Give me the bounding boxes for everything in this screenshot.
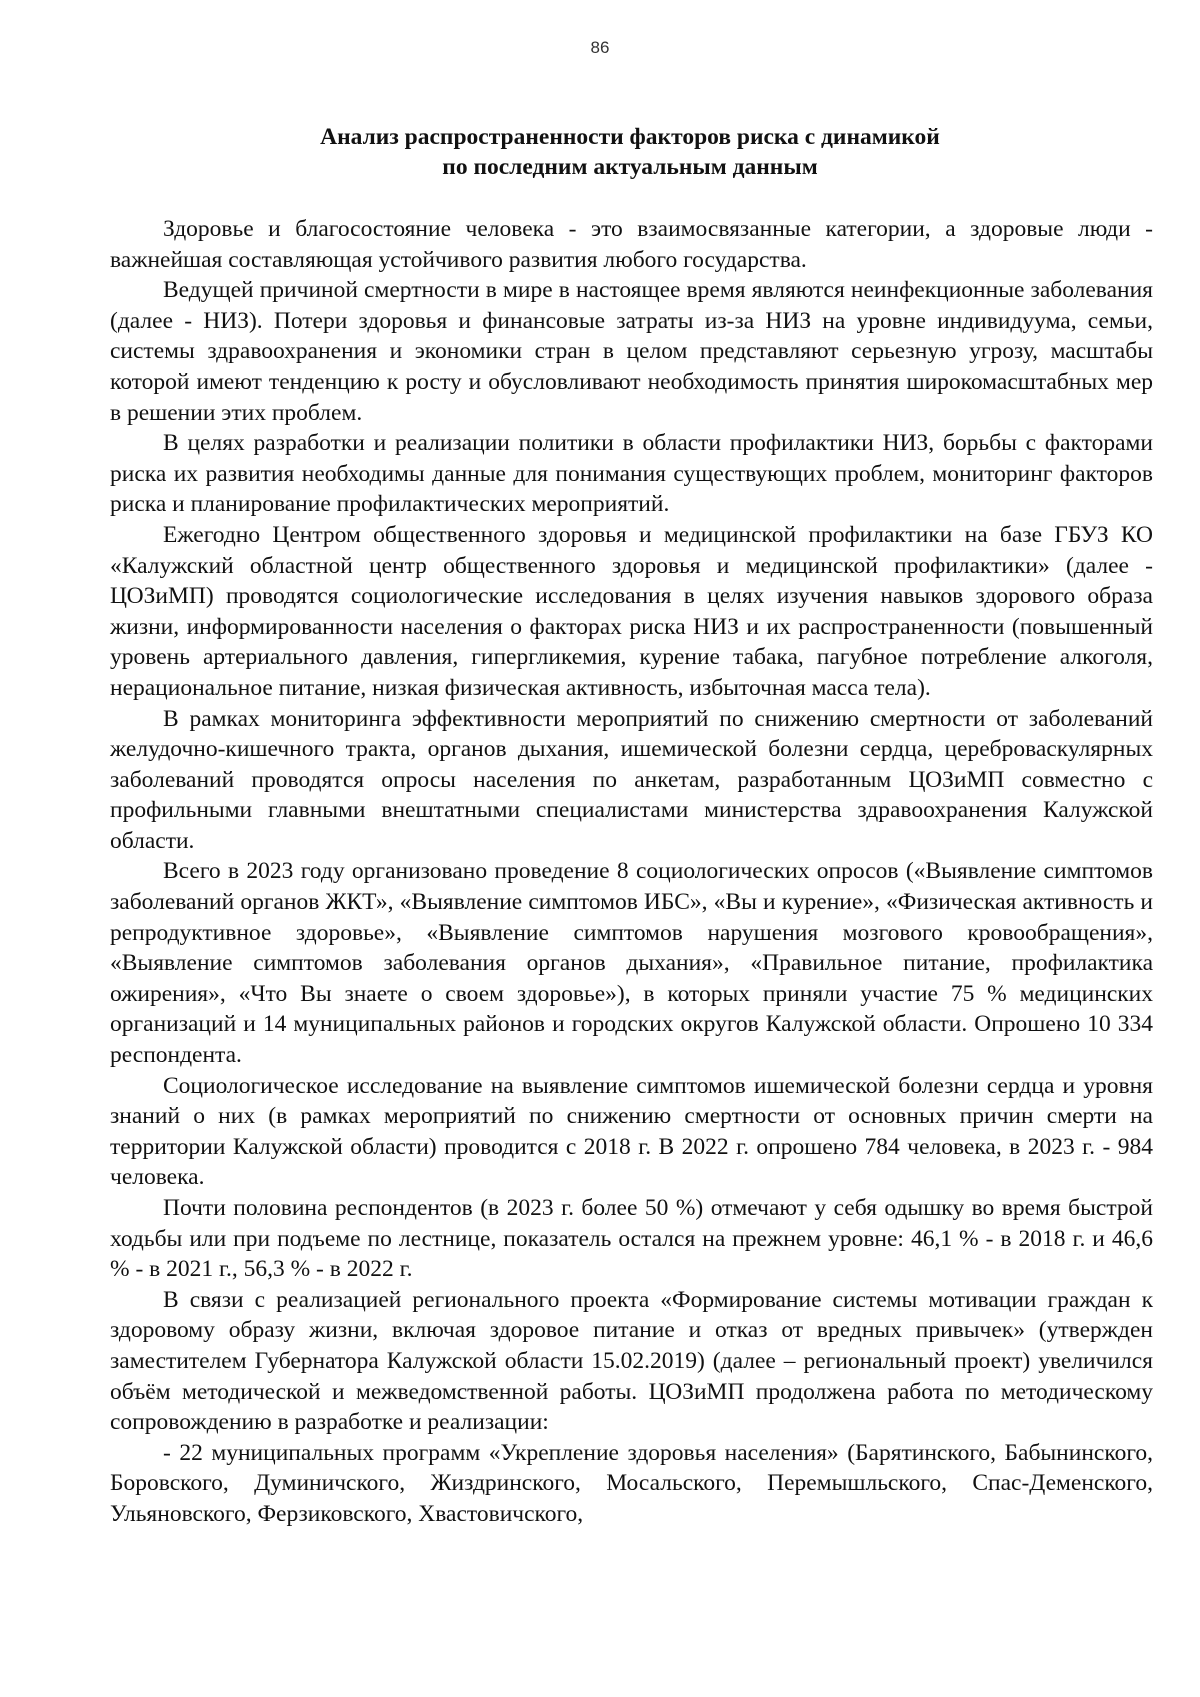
paragraph-1: Здоровье и благосостояние человека - это взаимосвязанные категории, а здоровые люди - важнейшая составляющая устойчивого развития любого государства. bbox=[110, 216, 1153, 273]
page-title-line-1: Анализ распространенности факторов риска с динамикой bbox=[320, 124, 940, 150]
paragraph-8: Почти половина респондентов (в 2023 г. более 50 %) отмечают у себя одышку во время быстрой ходьбы или при подъеме по лестнице, показатель остался на прежнем уровне: 46,1 % - в 2018 г. и 46,6 % - в 2021 г., 56,3 % - в 2022 г. bbox=[110, 1195, 1153, 1283]
paragraph-9: В связи с реализацией регионального проекта «Формирование системы мотивации граждан к здоровому образу жизни, включая здоровое питание и отказ от вредных привычек» (утвержден заместителем Губернатора Калужской области 15.02.2019) (далее – региональный проект) увеличился объём методической и межведомственной работы. ЦОЗиМП продолжена работа по методическому сопровождению в разработке и реализации: bbox=[110, 1286, 1153, 1436]
page-number: 86 bbox=[590, 38, 610, 57]
document-body bbox=[110, 214, 1153, 1530]
paragraph-2: Ведущей причиной смертности в мире в настоящее время являются неинфекционные заболевания (далее - НИЗ). Потери здоровья и финансовые затраты из-за НИЗ на уровне индивидуума, семьи, системы здравоохранения и экономики стран в целом представляют серьезную угрозу, масштабы которой имеют тенденцию к росту и обусловливают необходимость принятия широкомасштабных мер в решении этих проблем. bbox=[110, 277, 1153, 426]
paragraph-7: Социологическое исследование на выявление симптомов ишемической болезни сердца и уровня знаний о них (в рамках мероприятий по снижению смертности от основных причин смерти на территории Калужской области) проводится с 2018 г. В 2022 г. опрошено 784 человека, в 2023 г. - 984 человека. bbox=[110, 1072, 1153, 1191]
paragraph-6: Всего в 2023 году организовано проведение 8 социологических опросов («Выявление симптомов заболеваний органов ЖКТ», «Выявление симптомов ИБС», «Вы и курение», «Физическая активность и репродуктивное здоровье», «Выявление симптомов нарушения мозгового кровообращения», «Выявление симптомов заболевания органов дыхания», «Правильное питание, профилактика ожирения», «Что Вы знаете о своем здоровье»), в которых приняли участие 75 % медицинских организаций и 14 муниципальных районов и городских округов Калужской области. Опрошено 10 334 респондента. bbox=[110, 858, 1153, 1069]
paragraph-10: - 22 муниципальных программ «Укрепление здоровья населения» (Барятинского, Бабынинского, Боровского, Думиничского, Жиздринского, Мосальского, Перемышльского, Спас-Деменского, Ульяновского, Ферзиковского, Хвастовичского, bbox=[110, 1439, 1153, 1527]
page-title-line-2: по последним актуальным данным bbox=[442, 154, 818, 180]
page-title bbox=[110, 122, 1150, 182]
paragraph-5: В рамках мониторинга эффективности мероприятий по снижению смертности от заболеваний желудочно-кишечного тракта, органов дыхания, ишемической болезни сердца, цереброваскулярных заболеваний проводятся опросы населения по анкетам, разработанным ЦОЗиМП совместно с профильными главными внештатными специалистами министерства здравоохранения Калужской области. bbox=[110, 705, 1153, 854]
paragraph-4: Ежегодно Центром общественного здоровья и медицинской профилактики на базе ГБУЗ КО «Калужский областной центр общественного здоровья и медицинской профилактики» (далее - ЦОЗиМП) проводятся социологические исследования в целях изучения навыков здорового образа жизни, информированности населения о факторах риска НИЗ и их распространенности (повышенный уровень артериального давления, гипергликемия, курение табака, пагубное потребление алкоголя, нерациональное питание, низкая физическая активность, избыточная масса тела). bbox=[110, 521, 1153, 701]
paragraph-3: В целях разработки и реализации политики в области профилактики НИЗ, борьбы с факторами риска их развития необходимы данные для понимания существующих проблем, мониторинг факторов риска и планирование профилактических мероприятий. bbox=[110, 430, 1153, 518]
